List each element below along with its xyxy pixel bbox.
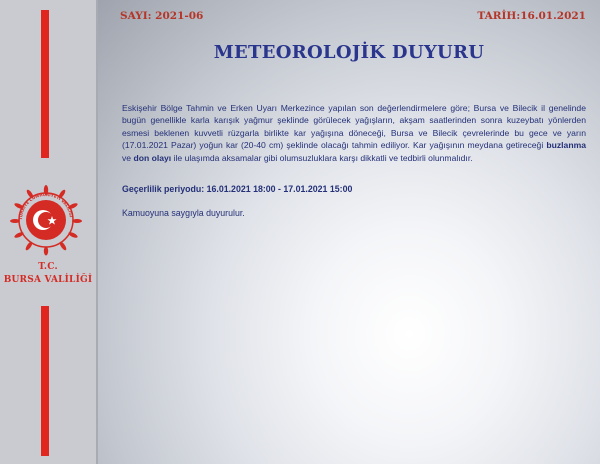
validity-value: 16.01.2021 18:00 - 17.01.2021 15:00 [206,184,353,194]
body-bold-don-olayi: don olayı [133,152,172,163]
closing-line: Kamuoyuna saygıyla duyurulur. [122,208,245,218]
body-part3: ile ulaşımda aksamalar gibi olumsuzluklara karşı dikkatli ve tedbirli olunmalıdır. [171,152,473,163]
issue-number: SAYI: 2021-06 [120,10,204,22]
announcement-panel [98,0,600,464]
red-stripe-top [41,10,49,158]
red-stripe-bottom [41,306,49,456]
gov-line-tc: T.C. [38,262,58,272]
validity-label: Geçerlilik periyodu: [122,184,205,194]
body-bold-buzlanma: buzlanma [546,140,586,151]
page-title: METEOROLOJİK DUYURU [213,42,485,63]
validity-period [122,184,352,194]
emblem-ring-text: TÜRKİYE CUMHURİYETİ VALİLİĞİ [17,191,74,221]
state-emblem [10,184,82,256]
issue-date: TARİH:16.01.2021 [477,10,586,22]
body-part1: Eskişehir Bölge Tahmin ve Erken Uyarı Merkezince yapılan son değerlendirmelere göre; Bursa ve Bilecik il genelinde bugün genellikle karla karışık yağmur şeklinde görülecek yağışların, akşam saatlerinden sonra kuzeybatı yönlerden esmesi beklenen kuvvetli rüzgarla birlikte kar yağışına döneceği, Bursa ve Bilecik çevrelerinde bu gece ve yarın (17.01.2021 Pazar) yoğun kar (20-40 cm) şeklinde olacağı tahmin ediliyor. Kar yağışının meydana getireceği [122,103,586,151]
sidebar [0,0,98,464]
announcement-body [122,102,586,164]
body-part2: ve [122,152,134,163]
gov-line-bursa-valiligi: BURSA VALİLİĞİ [3,275,93,285]
